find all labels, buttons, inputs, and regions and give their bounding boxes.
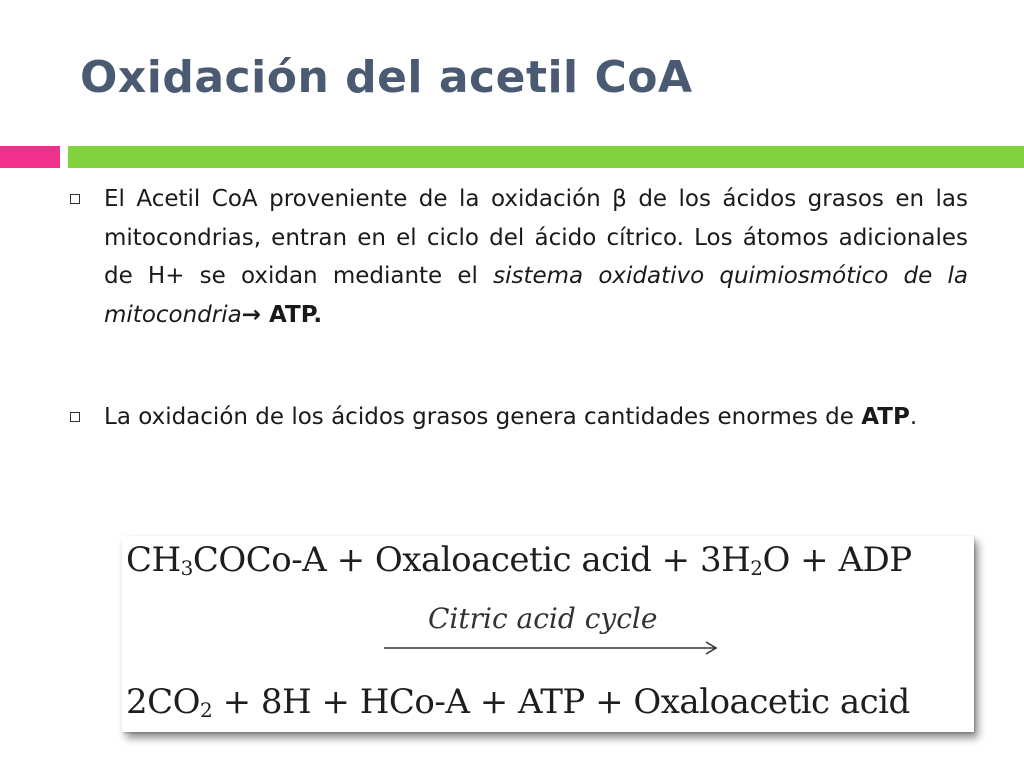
right-arrow-icon: → [241, 301, 262, 328]
eq-subscript: 3 [180, 556, 193, 580]
eq-text: + 8H + HCo-A + ATP + Oxaloacetic acid [212, 682, 910, 722]
bullet-bold-text: ATP. [261, 301, 323, 328]
bullet-list [66, 180, 968, 437]
equation-products [126, 682, 910, 722]
slide-title: Oxidación del acetil CoA [80, 52, 693, 103]
eq-text: 2CO [126, 682, 201, 722]
square-bullet-icon [70, 194, 80, 204]
eq-text: CH [126, 540, 181, 580]
bullet-end-text: . [909, 404, 918, 430]
bullet-text: La oxidación de los ácidos grasos genera cantidades enormes de [104, 404, 862, 430]
equation-arrow-label: Citric acid cycle [428, 602, 658, 635]
bullet-text: El Acetil CoA proveniente de la oxidación β de los ácidos grasos en las mitocondrias, entran en el ciclo del ácido cítrico. Los átomos adicionales de H+ se oxidan mediante el [104, 186, 968, 289]
bullet-item-atp [66, 398, 968, 437]
bullet-item-acetil-coa [66, 180, 968, 334]
eq-text: O + ADP [762, 540, 912, 580]
eq-subscript: 2 [750, 556, 763, 580]
bullet-italic-text: sistema oxidativo quimiosmótico de la mitocondria [104, 263, 968, 328]
reaction-arrow-icon [384, 640, 720, 656]
accent-bar-pink [0, 146, 60, 168]
bullet-bold-text: ATP [861, 404, 910, 430]
eq-text: COCo-A + Oxaloacetic acid + 3H [192, 540, 751, 580]
accent-bar-green [68, 146, 1024, 168]
eq-subscript: 2 [200, 698, 213, 722]
equation-image [122, 536, 974, 732]
equation-reactants [126, 540, 912, 580]
square-bullet-icon [70, 412, 80, 422]
